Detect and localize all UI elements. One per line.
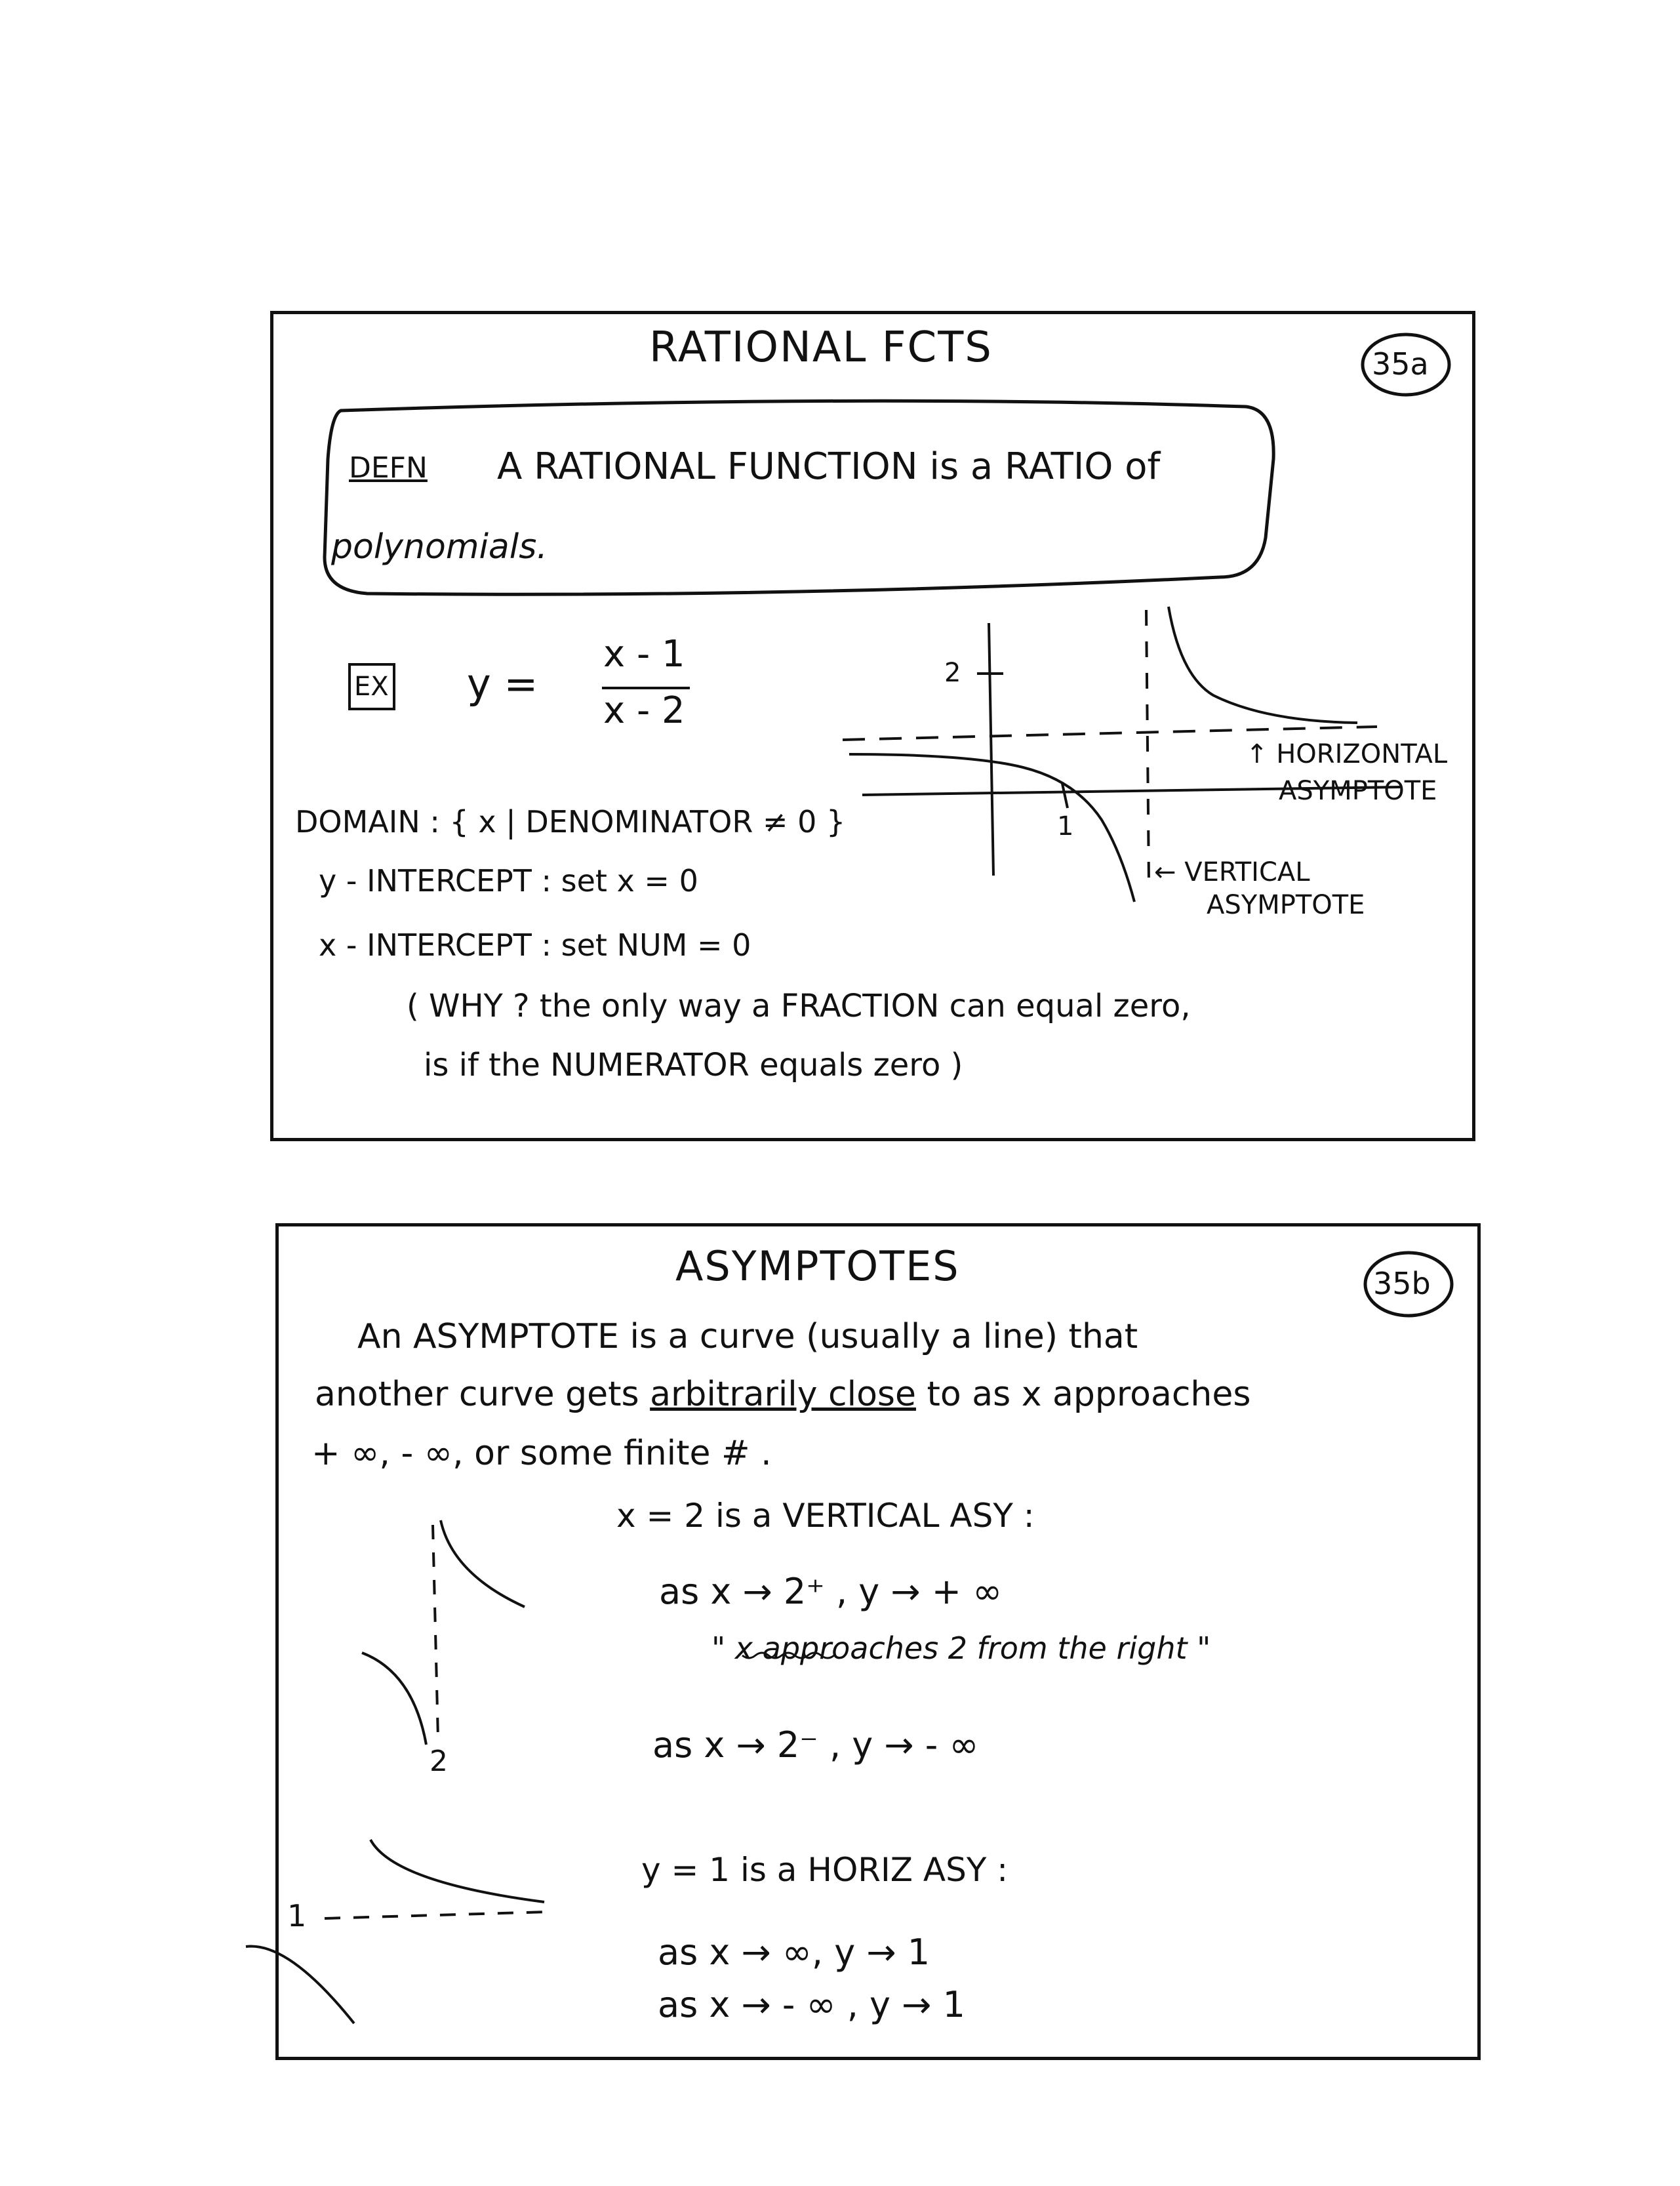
page-label: 35b [1373,1266,1431,1301]
graph-vertical-asymptote [1146,610,1149,882]
intro-text [315,1375,1251,1414]
graph-x-tick-label: 1 [1057,811,1074,841]
definition-tag: DEFN [349,451,428,485]
domain-line: DOMAIN : { x | DENOMINATOR ≠ 0 } [295,804,846,840]
left-limit: as x → 2⁻ , y → - ∞ [652,1724,979,1766]
right-limit-note: " x approaches 2 from the right " [711,1630,1211,1666]
intro-text: + ∞, - ∞, or some finite # . [311,1434,772,1473]
x-intercept-line: x - INTERCEPT : set NUM = 0 [319,927,751,963]
card-title: ASYMPTOTES [675,1242,960,1290]
right-limit: as x → 2⁺ , y → + ∞ [659,1571,1003,1612]
vertical-asymptote-heading: x = 2 is a VERTICAL ASY : [616,1497,1035,1535]
intro-text-underlined: arbitrarily close [650,1375,916,1414]
card-title: RATIONAL FCTS [649,323,993,372]
graph-x-tick [1062,784,1068,808]
y-intercept-line: y - INTERCEPT : set x = 0 [319,863,698,899]
vertical-asymptote-label: ASYMPTOTE [1207,890,1365,920]
definition-text-line2: polynomials. [331,527,548,567]
intro-text-part: another curve gets [315,1375,639,1414]
example-lhs: y = [467,660,538,708]
example-denominator: x - 2 [603,689,685,732]
example-tag: EX [354,672,389,702]
intro-text: An ASYMPTOTE is a curve (usually a line) that [357,1317,1138,1356]
horizontal-asymptote-heading: y = 1 is a HORIZ ASY : [641,1851,1009,1889]
example-numerator: x - 1 [603,633,685,676]
page-label: 35a [1372,346,1429,382]
graph-curve-right-branch [1169,607,1357,723]
vertical-sketch-label: 2 [430,1745,448,1778]
intro-text-part: to as x approaches [927,1375,1251,1414]
why-line: ( WHY ? the only way a FRACTION can equal zero, [407,988,1191,1024]
graph-y-axis [989,623,993,876]
horizontal-sketch-label: 1 [287,1898,307,1933]
pos-infinity-limit: as x → ∞, y → 1 [658,1932,930,1973]
definition-text: A RATIONAL FUNCTION is a RATIO of [497,445,1161,488]
graph-y-tick-label: 2 [944,658,961,688]
horizontal-asymptote-label: ASYMPTOTE [1279,776,1437,806]
neg-infinity-limit: as x → - ∞ , y → 1 [658,1984,965,2025]
vertical-asymptote-label: ← VERTICAL [1154,857,1310,887]
why-line: is if the NUMERATOR equals zero ) [424,1047,963,1083]
graph-horizontal-asymptote [843,727,1377,740]
horizontal-asymptote-label: ↑ HORIZONTAL [1246,739,1448,769]
